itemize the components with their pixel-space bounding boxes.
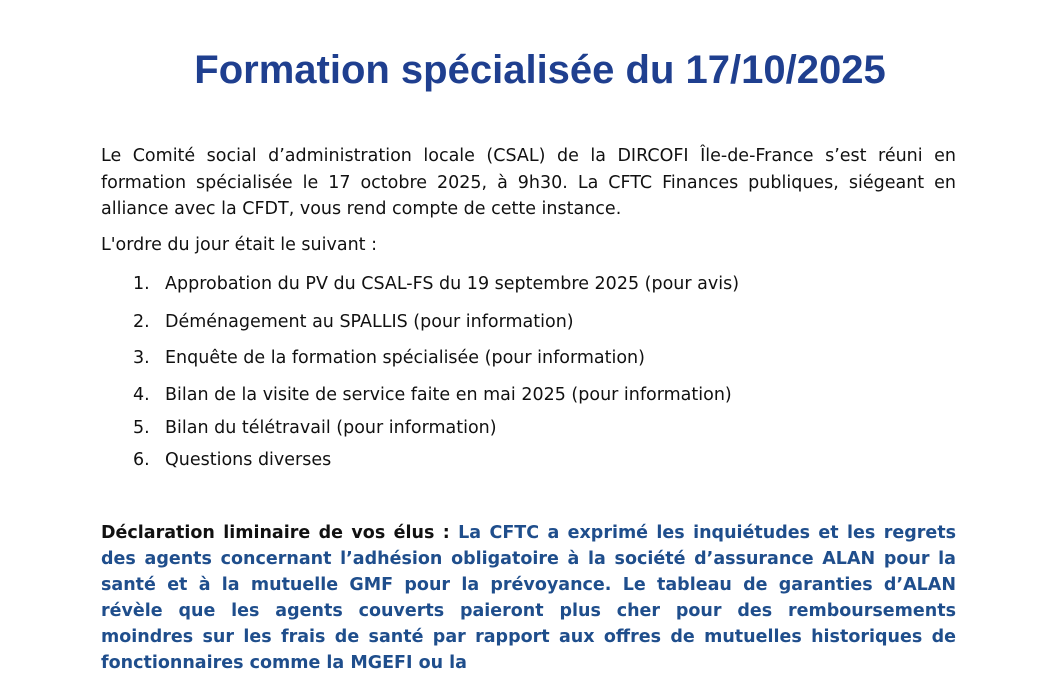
agenda-item [133,448,331,472]
agenda-item-text: Bilan du télétravail (pour information) [165,418,497,438]
agenda-item-number: 4. [133,385,150,405]
agenda-item [133,272,739,296]
intro-paragraph: Le Comité social d’administration locale (CSAL) de la DIRCOFI Île-de-France s’est réuni en formation spécialisée le 17 octobre 2025, à 9h30. La CFTC Finances publiques, siégeant en alliance avec la CFDT, vous rend compte de cette instance. [101,146,956,219]
agenda-item [133,346,645,370]
agenda-item-text: Bilan de la visite de service faite en mai 2025 (pour information) [165,385,732,405]
declaration-label: Déclaration liminaire de vos élus : [101,523,450,543]
agenda-item [133,383,732,407]
agenda-item-text: Déménagement au SPALLIS (pour information) [165,312,574,332]
document-title: Formation spécialisée du 17/10/2025 [194,48,886,92]
agenda-item-text: Enquête de la formation spécialisée (pour information) [165,348,645,368]
declaration-paragraph [101,520,956,676]
agenda-item-number: 6. [133,450,150,470]
agenda-item-number: 2. [133,312,150,332]
agenda-item [133,310,574,334]
agenda-item-number: 1. [133,274,150,294]
agenda-item-text: Questions diverses [165,450,332,470]
agenda-item-number: 3. [133,348,150,368]
declaration-text: La CFTC a exprimé les inquiétudes et les regrets des agents concernant l’adhésion obligatoire à la société d’assurance ALAN pour la santé et à la mutuelle GMF pour la prévoyance. Le tableau de garanties d’ALAN révèle que les agents couverts paieront plus cher pour des remboursements moindres sur les frais de santé par rapport aux offres de mutuelles historiques de fonctionnaires comme la MGEFI ou la [101,523,957,673]
agenda-item [133,416,497,440]
agenda-intro: L'ordre du jour était le suivant : [101,235,377,255]
agenda-item-number: 5. [133,418,150,438]
agenda-item-text: Approbation du PV du CSAL-FS du 19 septembre 2025 (pour avis) [165,274,740,294]
